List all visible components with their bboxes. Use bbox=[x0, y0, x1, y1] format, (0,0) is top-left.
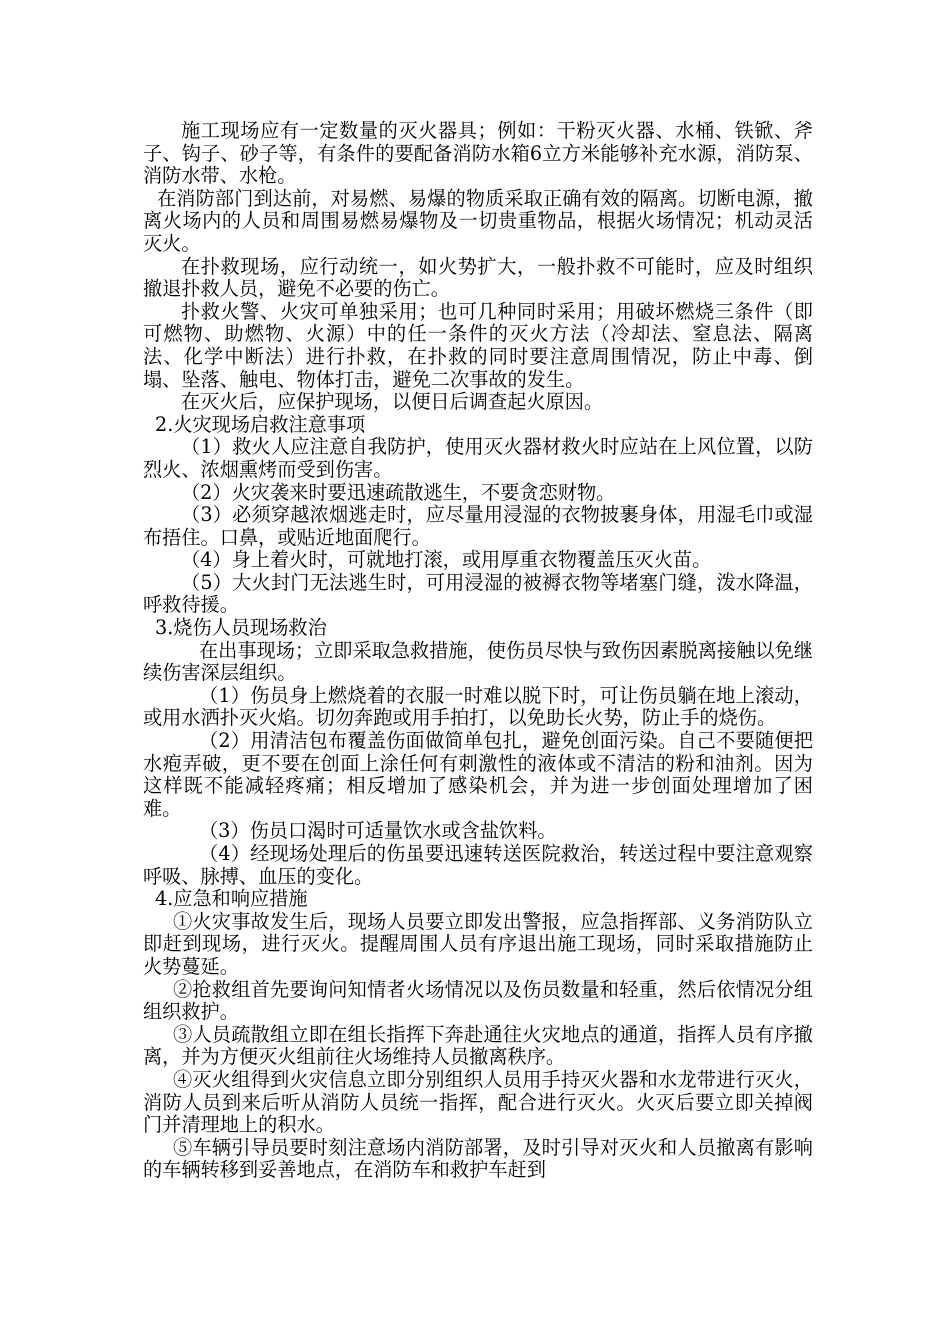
list-item-4-3: ③人员疏散组立即在组长指挥下奔赴通往火灾地点的通道，指挥人员有序撤离，并为方便灭火组前往火场维持人员撤离秩序。 bbox=[143, 1022, 813, 1069]
paragraph-before-fire-dept: 在消防部门到达前，对易燃、易爆的物质采取正确有效的隔离。切断电源，撤离火场内的人员和周围易燃易爆物及一切贵重物品，根据火场情况；机动灵活灭火。 bbox=[143, 186, 813, 255]
list-item-2-5: （5）大火封门无法逃生时，可用浸湿的被褥衣物等堵塞门缝，泼水降温，呼救待援。 bbox=[143, 570, 813, 617]
list-item-2-4: （4）身上着火时，可就地打滚，或用厚重衣物覆盖压灭火苗。 bbox=[181, 548, 712, 572]
section-heading-4: 4.应急和响应措施 bbox=[155, 887, 308, 911]
list-item-3-4: （4）经现场处理后的伤虽要迅速转送医院救治，转送过程中要注意观察呼吸、脉搏、血压的变化。 bbox=[143, 842, 813, 888]
paragraph-fire-equipment: 施工现场应有一定数量的灭火器具；例如：干粉灭火器、水桶、铁锨、斧子、钩子、砂子等，有条件的要配备消防水箱6立方米能够补充水源，消防泵、消防水带、水枪。 bbox=[143, 119, 813, 188]
paragraph-after-extinguish: 在灭火后，应保护现场，以便日后调查起火原因。 bbox=[181, 390, 604, 414]
list-item-4-5: ⑤车辆引导员要时刻注意场内消防部署，及时引导对灭火和人员撤离有影响的车辆转移到妥善地点，在消防车和救护车赶到 bbox=[143, 1135, 813, 1182]
paragraph-extinguish-methods: 扑救火警、火灾可单独采用；也可几种同时采用；用破坏燃烧三条件（即可燃物、助燃物、火源）中的任一条件的灭火方法（冷却法、窒息法、隔离法、化学中断法）进行扑救，在扑救的同时要注意周围情况，防止中毒、倒塌、坠落、触电、物体打击，避免二次事故的发生。 bbox=[143, 299, 813, 391]
list-item-2-1: （1）救火人应注意自我防护，使用灭火器材救火时应站在上风位置，以防烈火、浓烟熏烤而受到伤害。 bbox=[143, 435, 813, 481]
list-item-2-2: （2）火灾袭来时要迅速疏散逃生，不要贪恋财物。 bbox=[181, 480, 616, 504]
section-heading-3: 3.烧伤人员现场救治 bbox=[155, 616, 327, 640]
list-item-4-1: ①火灾事故发生后，现场人员要立即发出警报，应急指挥部、义务消防队立即赶到现场，进行灭火。提醒周围人员有序退出施工现场，同时采取措施防止火势蔓延。 bbox=[143, 909, 813, 978]
paragraph-burn-first-aid: 在出事现场；立即采取急救措施，使伤员尽快与致伤因素脱离接触以免继续伤害深层组织。 bbox=[143, 638, 813, 685]
section-heading-2: 2.火灾现场启救注意事项 bbox=[155, 412, 366, 436]
document-body bbox=[143, 120, 813, 1182]
list-item-3-3: （3）伤员口渴时可适量饮水或含盐饮料。 bbox=[199, 819, 557, 843]
list-item-3-1: （1）伤员身上燃烧着的衣服一时难以脱下时，可让伤员躺在地上滚动，或用水洒扑灭火焰。切勿奔跑或用手拍打，以免助长火势，防止手的烧伤。 bbox=[143, 683, 813, 730]
list-item-4-2: ②抢救组首先要询问知情者火场情况以及伤员数量和轻重，然后依情况分组组织救护。 bbox=[143, 977, 813, 1024]
paragraph-rescue-site: 在扑救现场，应行动统一，如火势扩大，一般扑救不可能时，应及时组织撤退扑救人员，避免不必要的伤亡。 bbox=[143, 254, 813, 301]
list-item-2-3: （3）必须穿越浓烟逃走时，应尽量用浸湿的衣物披裹身体，用湿毛巾或湿布捂住。口鼻，或贴近地面爬行。 bbox=[143, 503, 813, 549]
list-item-4-4: ④灭火组得到火灾信息立即分别组织人员用手持灭火器和水龙带进行灭火，消防人员到来后听从消防人员统一指挥，配合进行灭火。火灭后要立即关掉阀门并清理地上的积水。 bbox=[143, 1067, 813, 1137]
list-item-3-2: （2）用清洁包布覆盖伤面做简单包扎，避免创面污染。自己不要随便把水疱弄破，更不要在创面上涂任何有刺激性的液体或不清洁的粉和油剂。因为这样既不能减轻疼痛；相反增加了感染机会，并为进一步创面处理增加了困难。 bbox=[143, 729, 813, 820]
